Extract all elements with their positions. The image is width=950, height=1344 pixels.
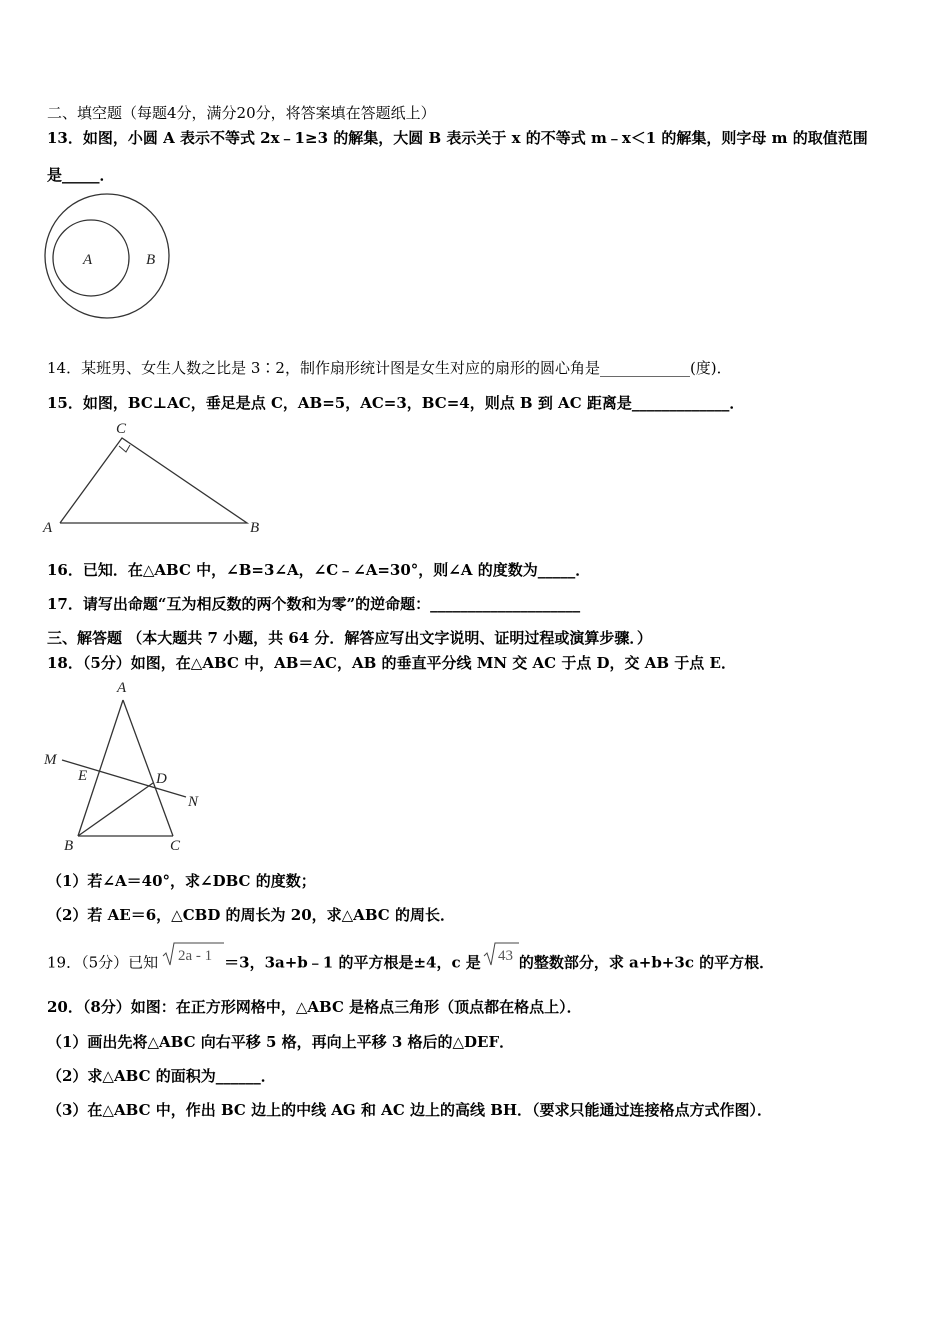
- radicand-1: 2a - 1: [178, 948, 213, 964]
- point-label-a: A: [117, 680, 127, 696]
- sqrt-43: [483, 941, 519, 967]
- triangle-abc: [60, 438, 247, 523]
- question-18-part-2: （2）若 AE＝6，△CBD 的周长为 20，求△ABC 的周长．: [47, 906, 455, 924]
- radical-sign-1: [162, 941, 224, 967]
- q19-mid: ＝3，3a+b﹣1 的平方根是±4，c 是: [224, 953, 481, 972]
- vertex-label-c: C: [116, 421, 127, 437]
- question-18-part-1: （1）若∠A＝40°，求∠DBC 的度数；: [47, 872, 316, 890]
- question-14: 14．某班男、女生人数之比是 3∶2，制作扇形统计图是女生对应的扇形的圆心角是____________(度)．: [47, 359, 732, 377]
- section-3-heading: 三、解答题 （本大题共 7 小题，共 64 分．解答应写出文字说明、证明过程或演算步骤．）: [47, 629, 652, 647]
- segment-bd: [78, 783, 153, 836]
- circle-label-a: A: [83, 252, 93, 268]
- segment-ac: [123, 700, 173, 836]
- point-label-m: M: [44, 752, 57, 768]
- q19-suffix: 的整数部分，求 a+b+3c 的平方根．: [518, 953, 775, 972]
- question-20: 20．（8分）如图：在正方形网格中，△ABC 是格点三角形（顶点都在格点上）．: [47, 998, 582, 1016]
- vertex-label-b: B: [250, 520, 260, 536]
- radical-sign-2: [483, 941, 519, 967]
- point-label-d: D: [156, 771, 167, 787]
- q15-triangle-figure: [40, 416, 270, 538]
- question-19: [47, 948, 775, 977]
- q19-prefix: 19．（5分）已知: [47, 953, 159, 972]
- section-2-heading: 二、填空题（每题4分，满分20分，将答案填在答题纸上）: [47, 104, 436, 122]
- point-label-e: E: [78, 768, 88, 784]
- radicand-2: 43: [497, 948, 513, 964]
- question-20-part-1: （1）画出先将△ABC 向右平移 5 格，再向上平移 3 格后的△DEF．: [47, 1033, 515, 1051]
- point-label-n: N: [188, 794, 199, 810]
- circle-label-b: B: [146, 252, 156, 268]
- question-18: 18．（5分）如图，在△ABC 中，AB＝AC，AB 的垂直平分线 MN 交 AC 于点 D，交 AB 于点 E．: [47, 654, 736, 672]
- question-16: 16．已知．在△ABC 中，∠B=3∠A，∠C﹣∠A=30°，则∠A 的度数为_____．: [47, 561, 591, 579]
- question-17: 17．请写出命题“互为相反数的两个数和为零”的逆命题：____________________: [47, 595, 581, 613]
- question-13: 13．如图，小圆 A 表示不等式 2x﹣1≥3 的解集，大圆 B 表示关于 x 的不等式 m﹣x＜1 的解集，则字母 m 的取值范围: [47, 129, 868, 147]
- sqrt-2a-minus-1: [162, 941, 224, 967]
- question-15: 15．如图，BC⊥AC，垂足是点 C，AB=5，AC=3，BC=4，则点 B 到 AC 距离是_____________．: [47, 394, 745, 412]
- q18-triangle-figure: [40, 678, 215, 858]
- question-13-continued: 是_____．: [47, 166, 115, 184]
- point-label-c: C: [170, 838, 181, 854]
- q13-circle-figure: [40, 192, 175, 322]
- right-angle-mark: [119, 445, 130, 452]
- vertex-label-a: A: [43, 520, 53, 536]
- question-20-part-3: （3）在△ABC 中，作出 BC 边上的中线 AG 和 AC 边上的高线 BH．（要求只能通过连接格点方式作图）．: [47, 1101, 773, 1119]
- point-label-b: B: [64, 838, 74, 854]
- question-20-part-2: （2）求△ABC 的面积为______．: [47, 1067, 276, 1085]
